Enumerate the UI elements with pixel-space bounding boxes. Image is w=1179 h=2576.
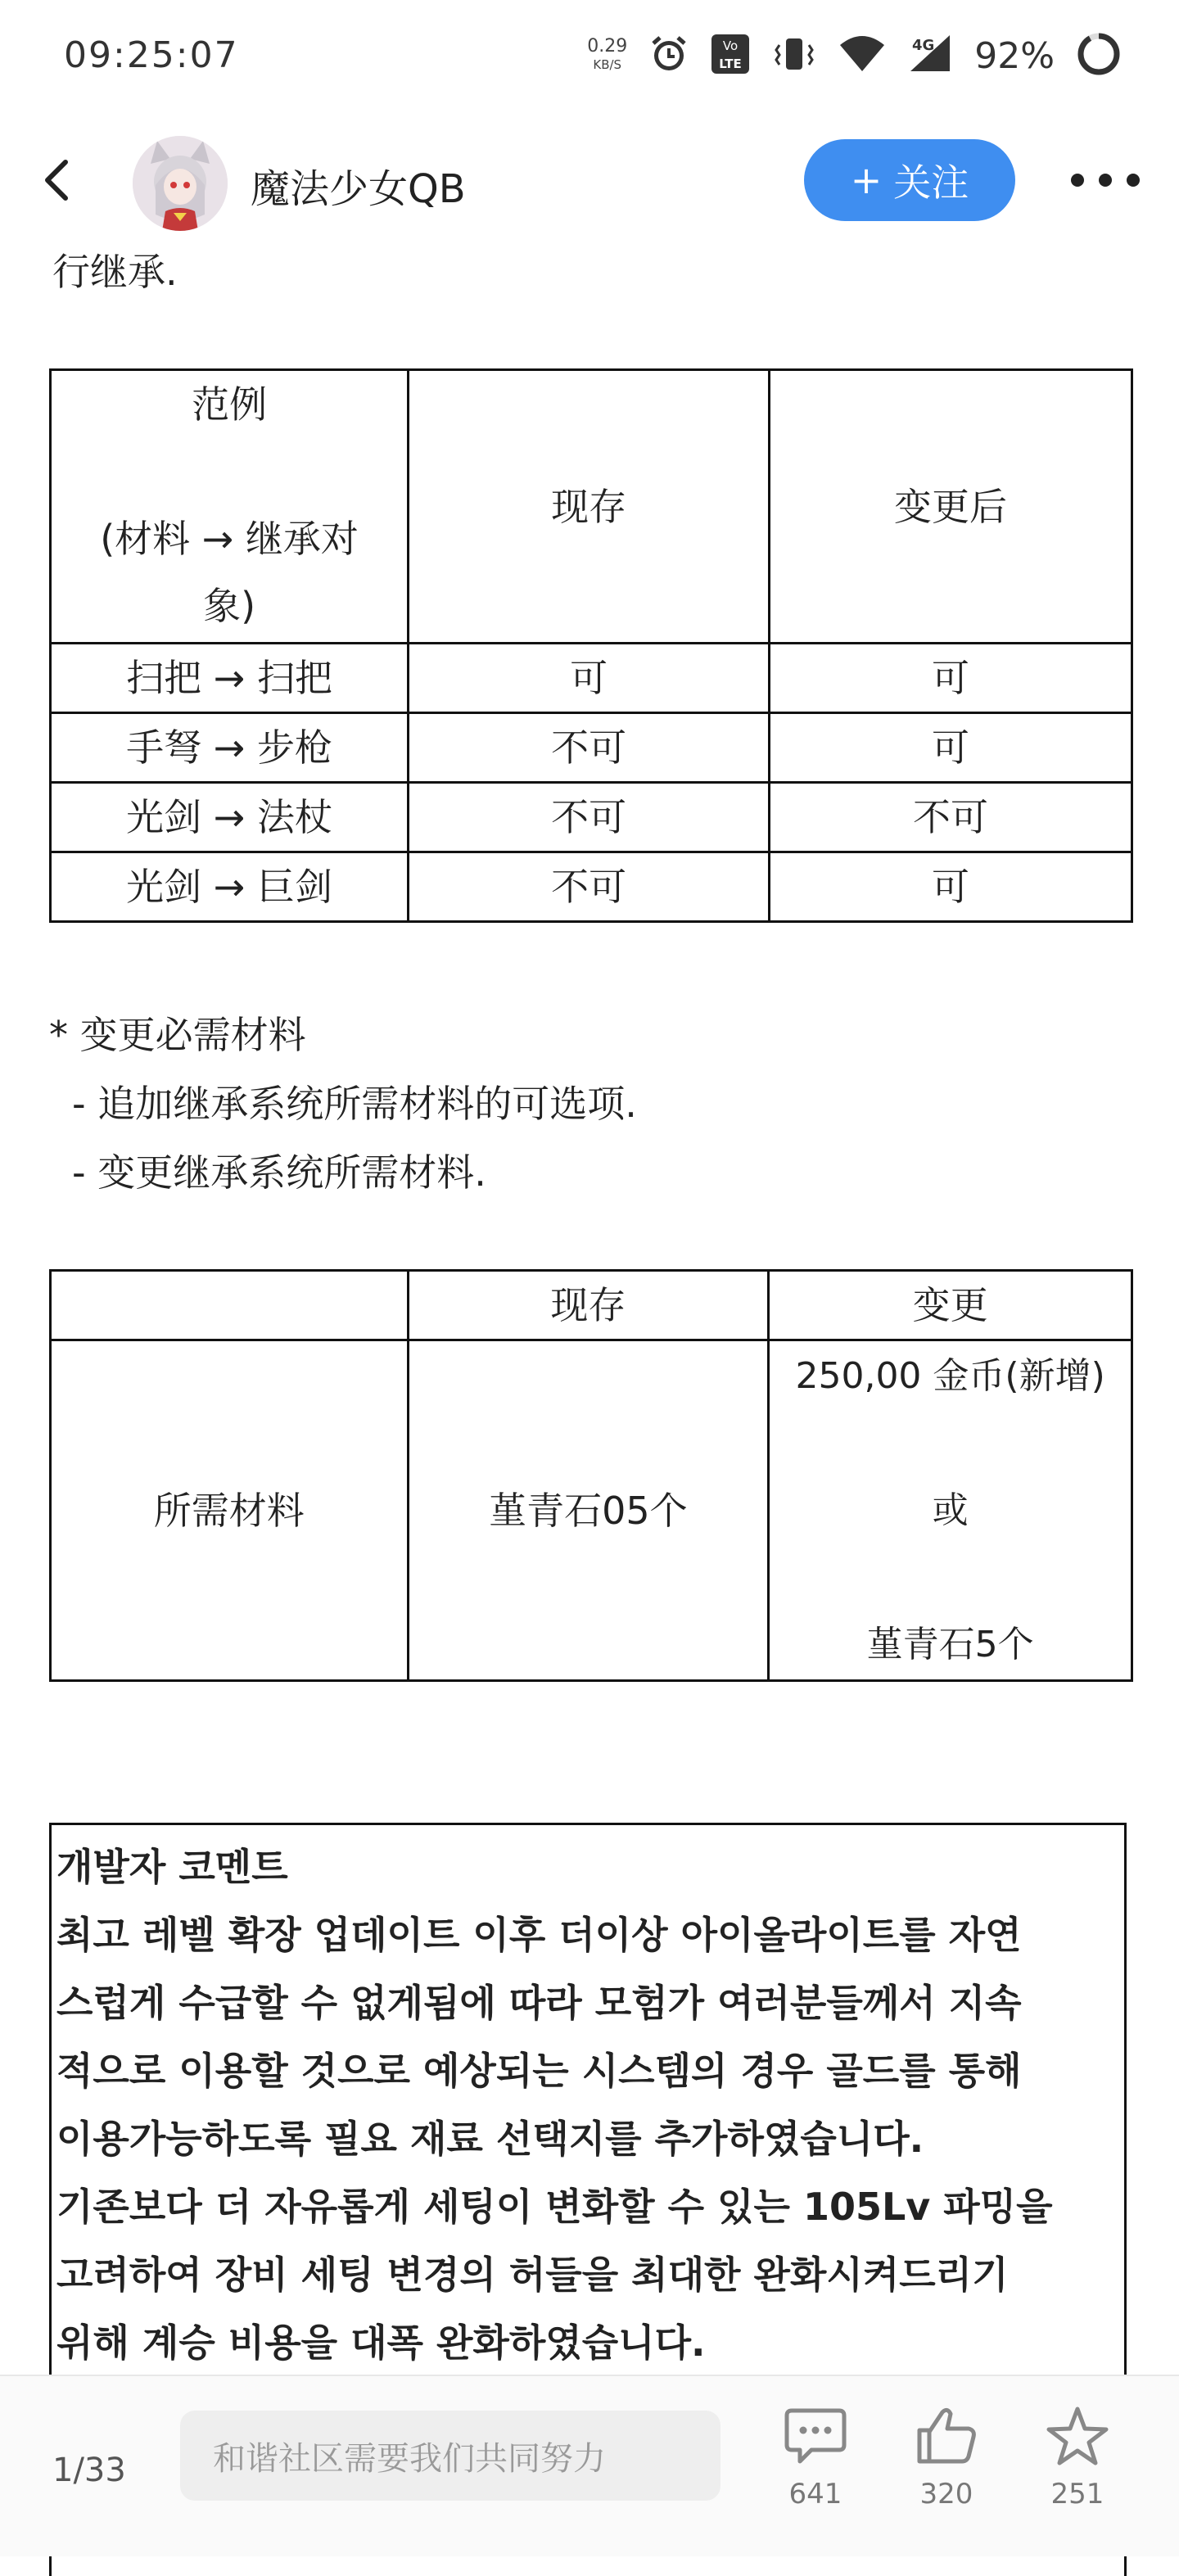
- status-icons: [587, 29, 1122, 82]
- wifi-icon: [838, 34, 886, 78]
- changed-line: 堇青石5个: [866, 1623, 1034, 1665]
- notes-item: - 变更继承系统所需材料.: [72, 1150, 486, 1195]
- net-speed-unit: KB/S: [593, 57, 622, 72]
- table-cell: 可: [770, 852, 1132, 922]
- follow-label: 关注: [893, 160, 969, 205]
- table-cell: 扫把 → 扫把: [51, 644, 409, 713]
- avatar[interactable]: [133, 136, 228, 231]
- table-cell: 不可: [409, 713, 770, 783]
- developer-comment-line: 이용가능하도록 필요 재료 선택지를 추가하였습니다.: [56, 2117, 924, 2161]
- changed-line: 250,00 金币(新增): [795, 1354, 1105, 1397]
- table-header-row: [51, 370, 1132, 644]
- like-count: 320: [919, 2478, 973, 2510]
- developer-comment-title: 개발자 코멘트: [56, 1845, 288, 1889]
- like-button[interactable]: [897, 2406, 996, 2537]
- material-change-notes: [49, 1001, 637, 1207]
- developer-comment-line: 고려하여 장비 세팅 변경의 허들을 최대한 완화시켜드리기: [56, 2253, 1009, 2297]
- required-material-table: [49, 1269, 1133, 1682]
- status-bar: [0, 0, 1179, 115]
- username[interactable]: 魔法少女QB: [251, 166, 466, 212]
- table-header-cell: 现存: [408, 1271, 769, 1340]
- table-cell: [769, 1340, 1132, 1681]
- developer-comment-line: 최고 레벨 확장 업데이트 이후 더이상 아이올라이트를 자연: [56, 1913, 1022, 1957]
- table-cell: 可: [409, 644, 770, 713]
- developer-comment-line: 적으로 이용할 것으로 예상되는 시스템의 경우 골드를 통해: [56, 2049, 1022, 2093]
- table-cell: 光剑 → 法杖: [51, 783, 409, 852]
- table-cell: 手弩 → 步枪: [51, 713, 409, 783]
- table-row: [51, 852, 1132, 922]
- vibrate-icon: [771, 34, 817, 78]
- changed-line: 或: [932, 1489, 969, 1531]
- article-text: 行继承.: [52, 250, 178, 294]
- more-dots-icon: [1066, 169, 1145, 192]
- page-indicator: 1/33: [52, 2452, 126, 2489]
- avatar-image: [133, 136, 228, 231]
- example-header-line1: 范例: [192, 382, 268, 427]
- comment-input[interactable]: [180, 2411, 720, 2501]
- net-speed: [587, 38, 627, 74]
- volte-icon: [711, 34, 750, 78]
- table-cell: 堇青石05个: [408, 1340, 769, 1681]
- comment-count: 641: [788, 2478, 842, 2510]
- table-header-cell: [51, 370, 409, 644]
- table-cell: 不可: [409, 783, 770, 852]
- table-header-cell: [51, 1271, 409, 1340]
- star-icon: [1046, 2406, 1109, 2466]
- table-cell: 可: [770, 713, 1132, 783]
- comment-button[interactable]: [766, 2406, 865, 2537]
- signal-4g-icon: [907, 34, 953, 78]
- table-row: [51, 1340, 1132, 1681]
- status-time: 09:25:07: [64, 34, 239, 76]
- network-type-label: 4G: [912, 37, 935, 54]
- net-speed-value: 0.29: [587, 36, 628, 56]
- developer-comment-line: 위해 계승 비용을 대폭 완화하였습니다.: [56, 2321, 706, 2365]
- volte-label-bottom: LTE: [719, 56, 742, 71]
- table-header-cell: 变更后: [770, 370, 1132, 644]
- bottom-action-bar: [0, 2375, 1179, 2556]
- table-header-cell: 现存: [409, 370, 770, 644]
- post-header: [0, 123, 1179, 237]
- alarm-icon: [648, 34, 689, 78]
- more-options-button[interactable]: [1066, 169, 1145, 192]
- table-cell: 不可: [770, 783, 1132, 852]
- battery-percent: 92%: [974, 34, 1055, 77]
- favorite-count: 251: [1050, 2478, 1104, 2510]
- chevron-left-icon: [38, 154, 74, 206]
- table-row: [51, 783, 1132, 852]
- table-header-row: [51, 1271, 1132, 1340]
- volte-label-top: Vo: [723, 38, 739, 53]
- battery-ring-icon: [1076, 31, 1122, 80]
- notes-title: * 变更必需材料: [49, 1013, 306, 1057]
- table-row: [51, 644, 1132, 713]
- table-cell: 不可: [409, 852, 770, 922]
- table-row: [51, 713, 1132, 783]
- plus-icon: +: [850, 158, 883, 202]
- inheritance-example-table: [49, 368, 1133, 923]
- thumbs-up-icon: [915, 2406, 978, 2466]
- follow-button[interactable]: [804, 139, 1015, 221]
- favorite-button[interactable]: [1028, 2406, 1127, 2537]
- table-cell: 所需材料: [51, 1340, 409, 1681]
- table-cell: 光剑 → 巨剑: [51, 852, 409, 922]
- back-button[interactable]: [38, 154, 74, 206]
- notes-item: - 追加继承系统所需材料的可选项.: [72, 1082, 637, 1126]
- table-cell: 可: [770, 644, 1132, 713]
- table-header-cell: 变更: [769, 1271, 1132, 1340]
- example-header-line2: (材料 → 继承对象): [100, 517, 359, 628]
- comment-placeholder: 和谐社区需要我们共同努力: [213, 2439, 606, 2478]
- comment-bubble-icon: [784, 2406, 847, 2466]
- developer-comment-line: 기존보다 더 자유롭게 세팅이 변화할 수 있는 105Lv 파밍을: [56, 2185, 1053, 2229]
- developer-comment-line: 스럽게 수급할 수 없게됨에 따라 모험가 여러분들께서 지속: [56, 1981, 1022, 2025]
